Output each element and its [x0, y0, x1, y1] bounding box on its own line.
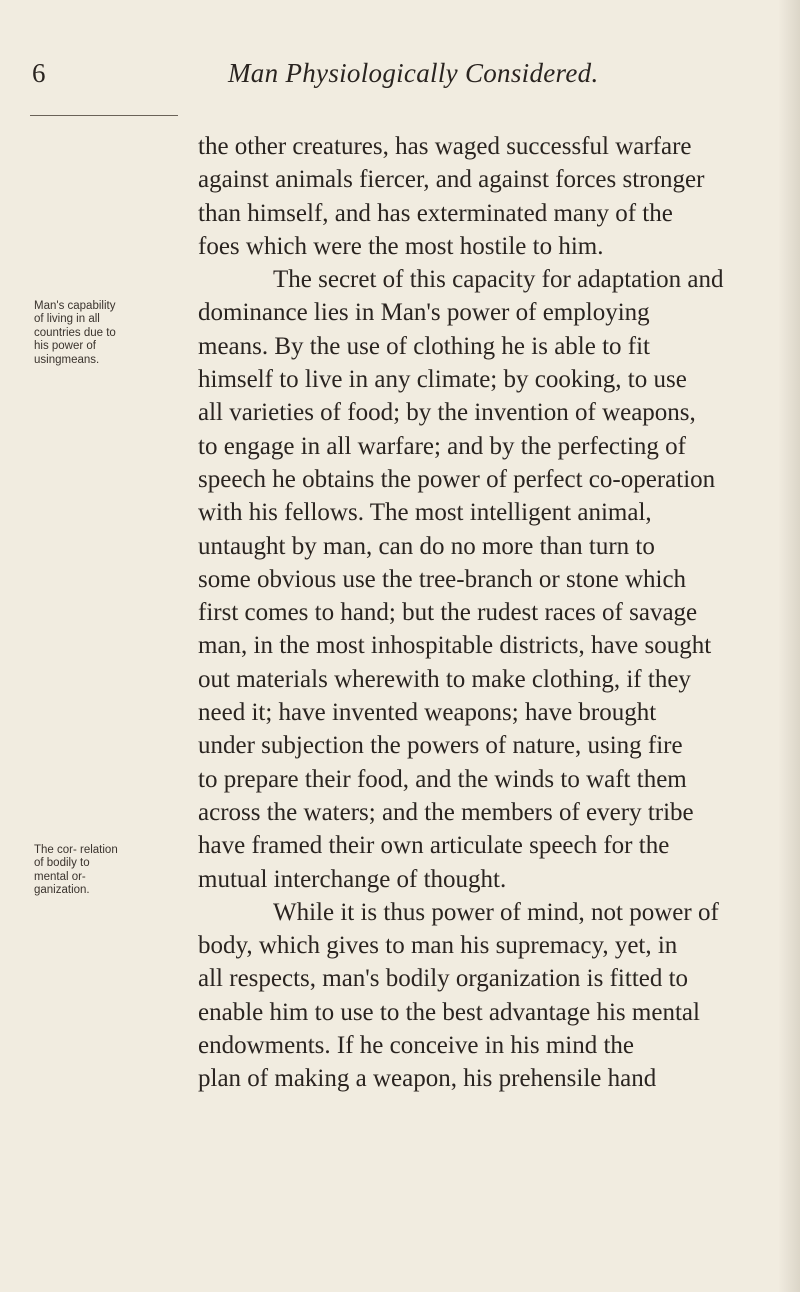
text-line: some obvious use the tree-branch or stone which — [198, 565, 687, 593]
text-line: body, which gives to man his supremacy, yet, in — [198, 932, 678, 960]
text-line: mutual interchange of thought. — [198, 865, 507, 893]
text-line: speech he obtains the power of perfect co-operation — [198, 465, 716, 493]
text-line: man, in the most inhospitable districts, have sought — [198, 632, 712, 660]
text-line: all respects, man's bodily organization is fitted to — [198, 965, 689, 993]
text-line: untaught by man, can do no more than turn to — [198, 532, 655, 560]
text-line: enable him to use to the best advantage his mental — [198, 998, 700, 1026]
text-line: all varieties of food; by the invention of weapons, — [198, 399, 696, 427]
marginal-note-correlation: The cor- relation of bodily to mental or- ganization. — [34, 844, 118, 897]
text-line: endowments. If he conceive in his mind the — [198, 1032, 634, 1060]
marginal-note-adaptation: Man's capability of living in all countries due to his power of usingmeans. — [34, 300, 116, 366]
text-line: the other creatures, has waged successful warfare — [198, 133, 692, 160]
text-line: under subjection the powers of nature, using fire — [198, 732, 683, 760]
text-line: foes which were the most hostile to him. — [198, 232, 604, 260]
text-line: out materials wherewith to make clothing, if they — [198, 665, 691, 693]
text-line: across the waters; and the members of every tribe — [198, 798, 694, 826]
text-line: against animals fiercer, and against forces stronger — [198, 166, 705, 194]
page-number: 6 — [32, 58, 46, 88]
text-line: than himself, and has exterminated many of the — [198, 199, 673, 227]
text-line: to prepare their food, and the winds to waft them — [198, 765, 687, 793]
paragraph-start-line: The secret of this capacity for adaptation and — [273, 266, 724, 294]
running-head-title: Man Physiologically Considered. — [228, 58, 599, 88]
body-text — [198, 130, 798, 1096]
text-line: first comes to hand; but the rudest races of savage — [198, 599, 698, 627]
text-line: plan of making a weapon, his prehensile hand — [198, 1065, 657, 1093]
text-line: to engage in all warfare; and by the perfecting of — [198, 432, 686, 460]
header-rule — [30, 115, 178, 116]
paragraph-start-line: While it is thus power of mind, not power of — [273, 898, 719, 926]
text-line: have framed their own articulate speech for the — [198, 832, 670, 860]
text-line: dominance lies in Man's power of employing — [198, 299, 650, 327]
text-line: means. By the use of clothing he is able to fit — [198, 332, 650, 360]
text-line: need it; have invented weapons; have brought — [198, 699, 657, 727]
text-line: with his fellows. The most intelligent animal, — [198, 499, 652, 527]
text-line: himself to live in any climate; by cooking, to use — [198, 366, 687, 394]
